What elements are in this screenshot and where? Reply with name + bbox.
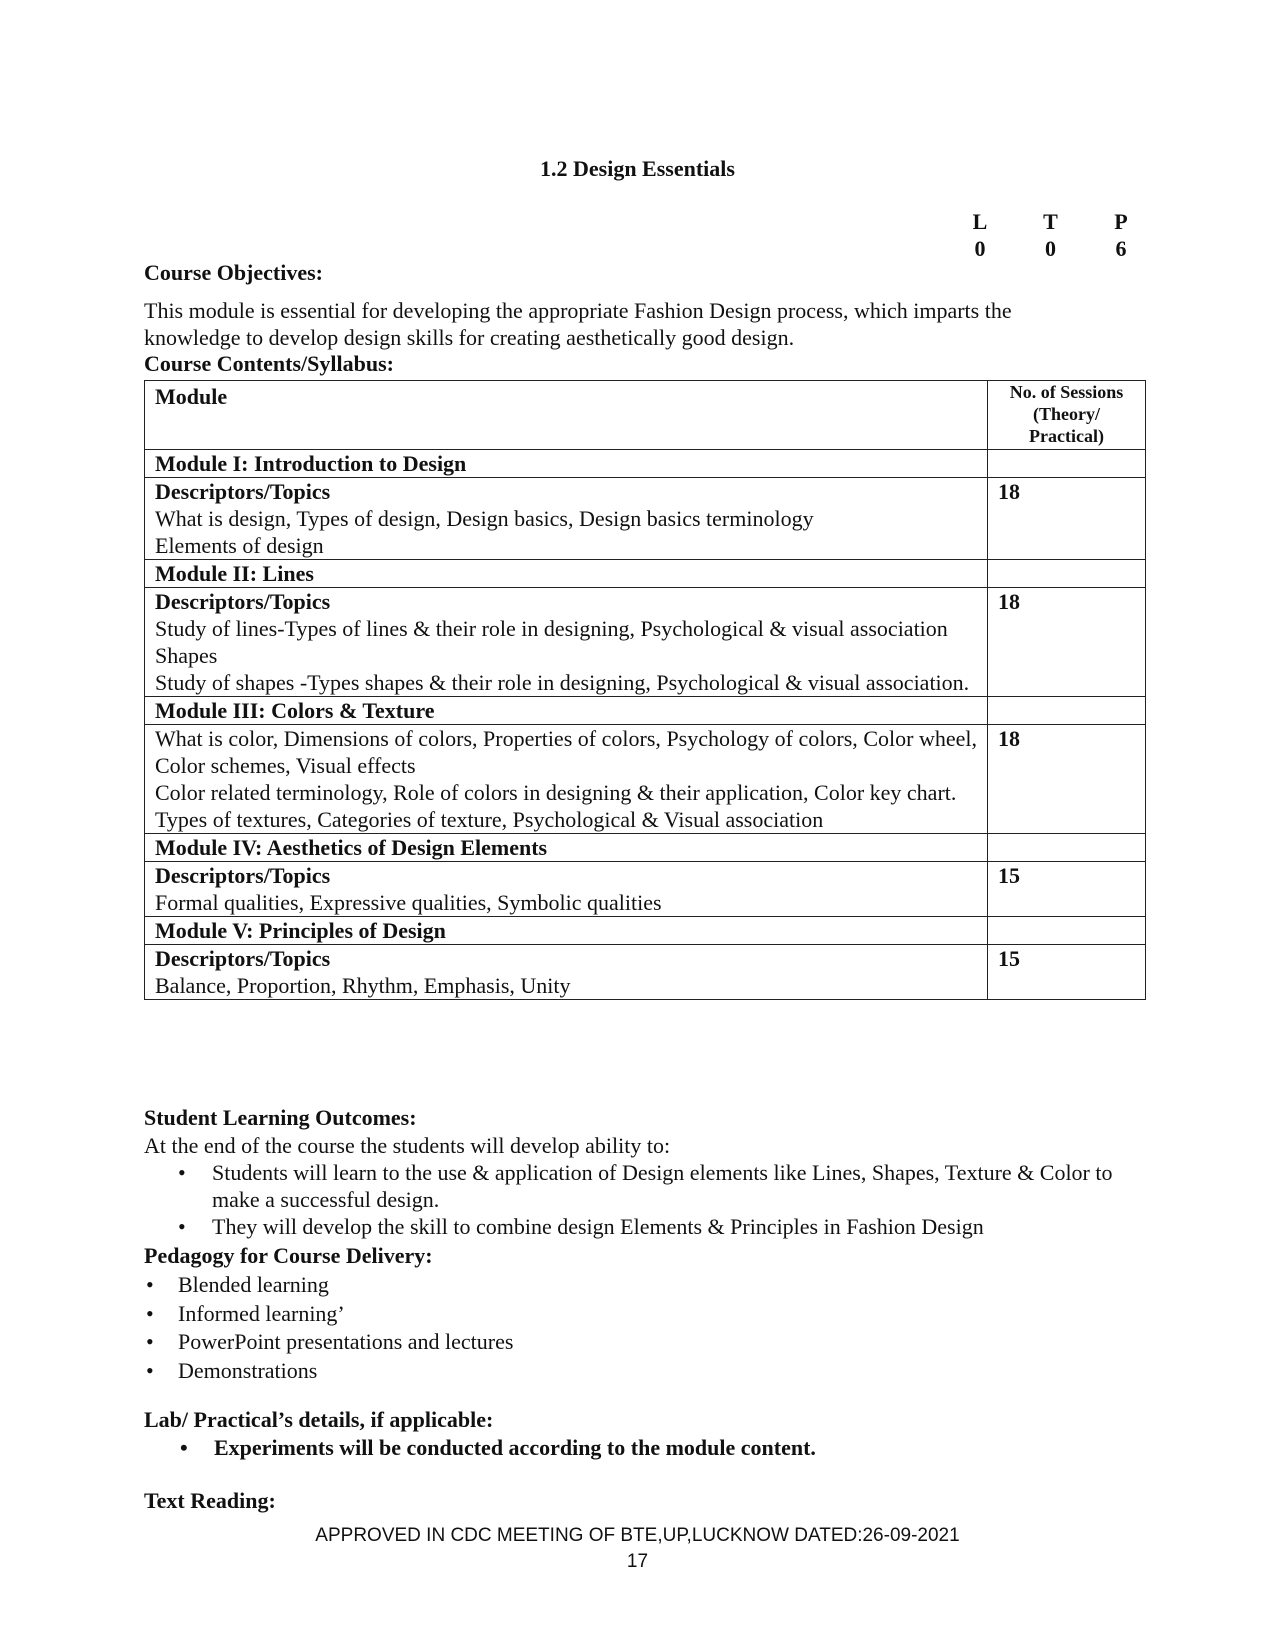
descriptors-label: Descriptors/Topics [155, 479, 331, 504]
document-title: 1.2 Design Essentials [540, 156, 735, 181]
empty-cell [988, 697, 1146, 725]
module-5-content [145, 945, 988, 1000]
objectives-text: This module is essential for developing the appropriate Fashion Design process, which imparts the knowledge to develop design skills for creating aesthetically good design. [144, 298, 1012, 350]
outcomes-list [144, 1159, 1134, 1240]
sessions-header-line3: Practical) [1029, 426, 1104, 446]
text-reading-heading: Text Reading: [144, 1488, 276, 1513]
list-item: • Blended learning [144, 1271, 1044, 1300]
list-item: • Students will learn to the use & application of Design elements like Lines, Shapes, Texture & Color to make a successful design. [212, 1159, 1134, 1213]
list-item: • Informed learning’ [144, 1300, 1044, 1329]
lab-item [180, 1435, 816, 1461]
module-3-content [145, 725, 988, 834]
topic-line: Study of lines-Types of lines & their role in designing, Psychological & visual association [155, 616, 948, 641]
topic-line: Shapes [155, 643, 218, 668]
list-item: • PowerPoint presentations and lectures [144, 1328, 1044, 1357]
page-number: 17 [626, 1551, 649, 1572]
ltp-credits [968, 208, 1133, 262]
module-title-row [145, 834, 1146, 862]
pedagogy-heading: Pedagogy for Course Delivery: [144, 1243, 433, 1268]
module-title-row [145, 560, 1146, 588]
list-item: • Demonstrations [144, 1357, 1044, 1386]
syllabus-table [144, 380, 1146, 1000]
outcomes-intro: At the end of the course the students will develop ability to: [144, 1133, 671, 1158]
ltp-t-value: 0 [1045, 236, 1056, 261]
ltp-l-label: L [972, 209, 988, 234]
module-5-sessions: 15 [988, 945, 1146, 1000]
table-header-row [145, 381, 1146, 450]
descriptors-label: Descriptors/Topics [155, 589, 331, 614]
lab-heading: Lab/ Practical’s details, if applicable: [144, 1407, 494, 1432]
descriptors-label: Descriptors/Topics [155, 863, 331, 888]
module-3-sessions: 18 [988, 725, 1146, 834]
topic-line: What is design, Types of design, Design basics, Design basics terminology [155, 506, 814, 531]
module-column-header: Module [145, 381, 988, 450]
module-title-row [145, 697, 1146, 725]
ltp-t-label: T [1043, 209, 1058, 234]
empty-cell [988, 917, 1146, 945]
outcomes-section [144, 1132, 1134, 1240]
ltp-p-value: 6 [1115, 236, 1127, 261]
outcomes-heading: Student Learning Outcomes: [144, 1105, 417, 1130]
module-content-row [145, 478, 1146, 560]
module-5-title: Module V: Principles of Design [145, 917, 988, 945]
module-4-content [145, 862, 988, 917]
ltp-values [968, 235, 1133, 262]
module-title-row [145, 450, 1146, 478]
module-2-sessions: 18 [988, 588, 1146, 697]
sessions-column-header [988, 381, 1146, 450]
module-4-title: Module IV: Aesthetics of Design Elements [145, 834, 988, 862]
module-2-content [145, 588, 988, 697]
lab-item-text: Experiments will be conducted according to the module content. [214, 1435, 816, 1460]
pedagogy-list [144, 1271, 1044, 1385]
empty-cell [988, 560, 1146, 588]
topic-line: Elements of design [155, 533, 324, 558]
module-1-content [145, 478, 988, 560]
module-content-row [145, 725, 1146, 834]
list-item: • They will develop the skill to combine design Elements & Principles in Fashion Design [212, 1213, 1134, 1240]
topic-line: What is color, Dimensions of colors, Properties of colors, Psychology of colors, Color wheel, Color schemes, Visual effects [155, 726, 977, 778]
footer-approval: APPROVED IN CDC MEETING OF BTE,UP,LUCKNOW DATED:26-09-2021 [315, 1525, 960, 1546]
descriptors-label: Descriptors/Topics [155, 946, 331, 971]
module-2-title: Module II: Lines [145, 560, 988, 588]
module-4-sessions: 15 [988, 862, 1146, 917]
contents-heading: Course Contents/Syllabus: [144, 351, 394, 376]
bullet-icon: • [180, 1435, 188, 1460]
module-1-title: Module I: Introduction to Design [145, 450, 988, 478]
sessions-header-line2: (Theory/ [1033, 404, 1100, 424]
module-content-row [145, 945, 1146, 1000]
ltp-headers [968, 208, 1133, 235]
topic-line: Color related terminology, Role of colors in designing & their application, Color key chart. [155, 780, 957, 805]
topic-line: Balance, Proportion, Rhythm, Emphasis, Unity [155, 973, 571, 998]
module-content-row [145, 862, 1146, 917]
empty-cell [988, 834, 1146, 862]
topic-line: Formal qualities, Expressive qualities, Symbolic qualities [155, 890, 662, 915]
objectives-heading: Course Objectives: [144, 260, 324, 285]
empty-cell [988, 450, 1146, 478]
topic-line: Types of textures, Categories of texture, Psychological & Visual association [155, 807, 824, 832]
module-title-row [145, 917, 1146, 945]
topic-line: Study of shapes -Types shapes & their role in designing, Psychological & visual association. [155, 670, 970, 695]
module-content-row [145, 588, 1146, 697]
ltp-l-value: 0 [974, 236, 986, 261]
module-1-sessions: 18 [988, 478, 1146, 560]
module-3-title: Module III: Colors & Texture [145, 697, 988, 725]
sessions-header-line1: No. of Sessions [1009, 382, 1124, 402]
ltp-p-label: P [1114, 209, 1128, 234]
